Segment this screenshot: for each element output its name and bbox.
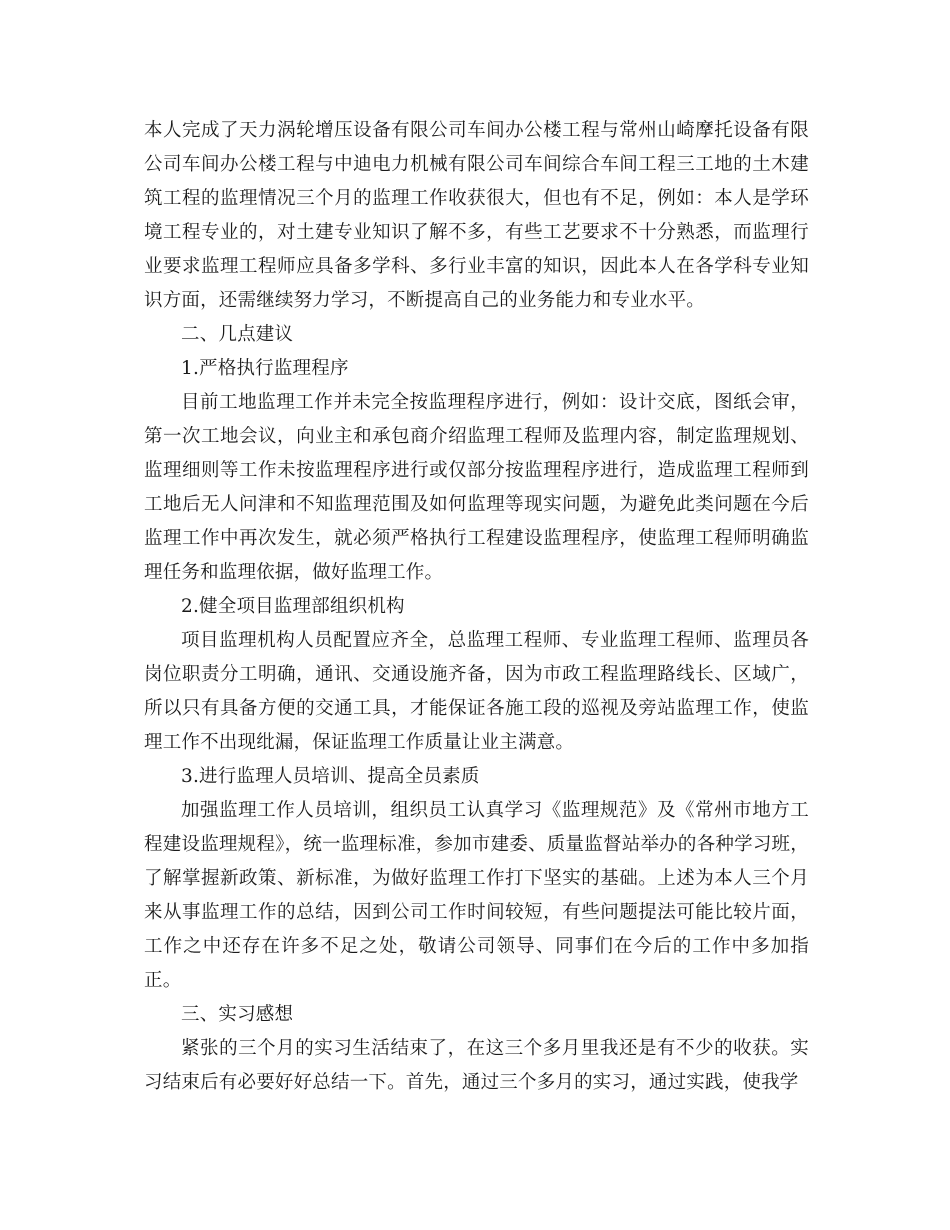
paragraph-procedure: 目前工地监理工作并未完全按监理程序进行，例如：设计交底，图纸会审，第一次工地会议，向业主和承包商介绍监理工程师及监理内容，制定监理规划、监理细则等工作未按监理程序进行或仅部分按监理程序进行，造成监理工程师到工地后无人问津和不知监理范围及如何监理等现实问题，为避免此类问题在今后监理工作中再次发生，就必须严格执行工程建设监理程序，使监理工程师明确监理任务和监理依据，做好监理工作。 [144,392,809,583]
paragraph-continuation: 本人完成了天力涡轮增压设备有限公司车间办公楼工程与常州山崎摩托设备有限公司车间办公楼工程与中迪电力机械有限公司车间综合车间工程三工地的土木建筑工程的监理情况三个月的监理工作收获很大，但也有不足，例如：本人是学环境工程专业的，对土建专业知识了解不多，有些工艺要求不十分熟悉，而监理行业要求监理工程师应具备多学科、多行业丰富的知识，因此本人在各学科专业知识方面，还需继续努力学习，不断提高自己的业务能力和专业水平。 [144,120,809,311]
section-heading-reflections: 三、实习感想 [181,1004,294,1025]
paragraph-training: 加强监理工作人员培训，组织员工认真学习《监理规范》及《常州市地方工程建设监理规程》，统一监理标准，参加市建委、质量监督站举办的各种学习班，了解掌握新政策、新标准，为做好监理工作打下坚实的基础。上述为本人三个月来从事监理工作的总结，因到公司工作时间较短，有些问题提法可能比较片面，工作之中还存在许多不足之处，敬请公司领导、同事们在今后的工作中多加指正。 [144,800,809,991]
paragraph-reflections: 紧张的三个月的实习生活结束了，在这三个多月里我还是有不少的收获。实习结束后有必要好好总结一下。首先，通过三个多月的实习，通过实践，使我学 [144,1038,809,1093]
subheading-strict-procedure: 1.严格执行监理程序 [181,358,349,379]
section-heading-suggestions: 二、几点建议 [181,324,294,345]
paragraph-organization: 项目监理机构人员配置应齐全，总监理工程师、专业监理工程师、监理员各岗位职责分工明确，通讯、交通设施齐备，因为市政工程监理路线长、区域广，所以只有具备方便的交通工具，才能保证各施工段的巡视及旁站监理工作，使监理工作不出现纰漏，保证监理工作质量让业主满意。 [144,630,809,753]
subheading-organization: 2.健全项目监理部组织机构 [181,596,405,617]
subheading-training: 3.进行监理人员培训、提高全员素质 [181,766,480,787]
document-body [144,114,809,1100]
